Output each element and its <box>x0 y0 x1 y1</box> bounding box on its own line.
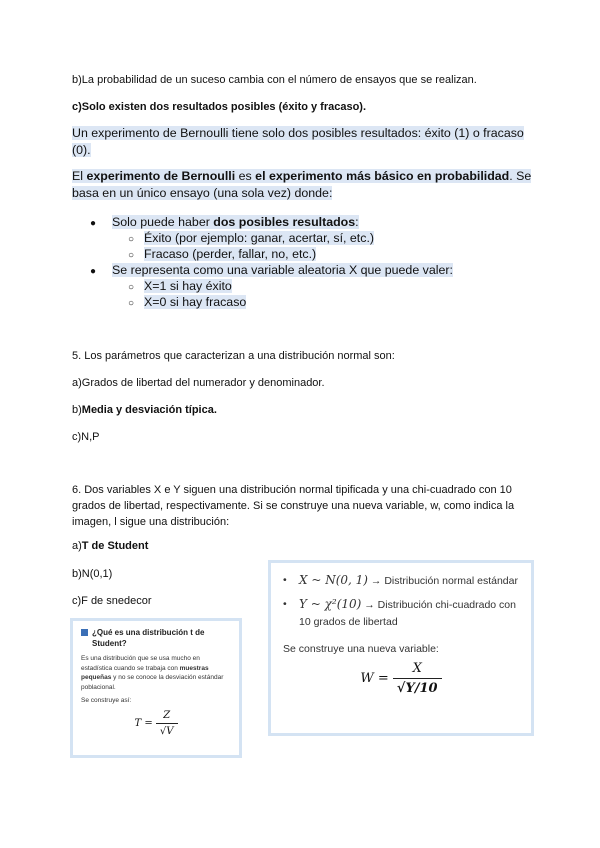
student-t-image <box>70 618 242 758</box>
construct-text: Se construye una nueva variable: <box>283 643 439 655</box>
student-formula-lhs: T <box>134 717 142 729</box>
line2-text: → Distribución chi-cuadrado con 10 grados de libertad <box>299 599 516 628</box>
student-card-text <box>81 654 231 692</box>
book-icon <box>81 629 88 636</box>
sub1-text: Éxito (por ejemplo: ganar, acertar, sí, etc.) <box>144 231 375 245</box>
circle-bullet-icon: ○ <box>128 282 135 293</box>
expl-a: El <box>72 169 87 183</box>
student-text-pre: Es una distribución que se usa mucho en estadística cuando se trabaja con <box>81 655 200 672</box>
expl-c: es <box>235 169 256 183</box>
line2-math: Y ~ χ²(10) <box>299 597 362 611</box>
bullet1-bold: dos posibles resultados <box>213 215 356 229</box>
bullet-dot-icon: ● <box>90 218 97 229</box>
bernoulli-explanation <box>72 168 532 202</box>
bullet-dot-icon: ● <box>90 266 97 277</box>
q6-option-b: b)N(0,1) <box>72 568 113 580</box>
bernoulli-summary <box>72 125 532 159</box>
formula-line-1 <box>283 572 519 590</box>
q5-question: 5. Los parámetros que caracterizan a una distribución normal son: <box>72 350 395 362</box>
circle-bullet-icon: ○ <box>128 234 135 245</box>
formula-line-2 <box>283 596 519 631</box>
q4-option-c: c)Solo existen dos resultados posibles (éxito y fracaso). <box>72 101 367 113</box>
bullet-dot-icon: • <box>283 598 287 610</box>
sub-bullet-x0 <box>128 294 246 312</box>
w-formula-lhs: W = <box>360 671 389 686</box>
student-formula-num: Z <box>163 709 171 721</box>
expl-d: el experimento más básico en probabilidad <box>255 169 510 183</box>
student-card-title: ¿Qué es una distribución t de Student? <box>92 628 205 648</box>
expl-e: . Se basa en un único ensayo (una sola vez) donde: <box>72 169 532 200</box>
q6-option-a <box>72 538 532 554</box>
bernoulli-summary-text: Un experimento de Bernoulli tiene solo dos posibles resultados: éxito (1) o fracaso (0). <box>72 126 524 157</box>
circle-bullet-icon: ○ <box>128 298 135 309</box>
student-card-header <box>81 627 231 649</box>
q5-option-c: c)N,P <box>72 431 100 443</box>
student-card-define: Se construye así: <box>81 697 132 704</box>
student-text-bold: muestras pequeñas <box>81 664 209 681</box>
bullet-dot-icon: • <box>283 574 287 586</box>
q6-question: 6. Dos variables X e Y siguen una distribución normal tipificada y una chi-cuadrado con 10 grados de libertad, respectivamente. Si se construye una nueva variable, w, como indica la imagen, l sigue una distribución: <box>72 484 515 528</box>
q6-option-c: c)F de snedecor <box>72 595 152 607</box>
q4-option-b: b)La probabilidad de un suceso cambia con el número de ensayos que se realizan. <box>72 74 477 86</box>
bullet1-pre: Solo puede haber <box>112 215 214 229</box>
bullet2-text: Se representa como una variable aleatoria X que puede valer: <box>112 263 453 277</box>
q5-option-b-prefix: b) <box>72 404 82 416</box>
q5-option-b <box>72 402 532 418</box>
w-formula-num: X <box>412 661 422 676</box>
student-formula-den: √V <box>156 723 178 737</box>
expl-b: experimento de Bernoulli <box>86 169 236 183</box>
bullet1-post: : <box>355 215 359 229</box>
w-formula <box>283 661 519 696</box>
circle-bullet-icon: ○ <box>128 250 135 261</box>
w-formula-den: √Y/10 <box>393 678 442 696</box>
sub4-text: X=0 si hay fracaso <box>144 295 247 309</box>
q6-option-a-bold: T de Student <box>81 540 149 552</box>
sub3-text: X=1 si hay éxito <box>144 279 232 293</box>
student-text-post: y no se conoce la desviación estándar poblacional. <box>81 674 224 691</box>
line1-math: X ~ N(0, 1) <box>299 573 368 587</box>
w-variable-image <box>268 560 534 736</box>
q5-option-b-bold: Media y desviación típica. <box>81 404 217 416</box>
q6-option-a-prefix: a) <box>72 540 82 552</box>
q5-option-a: a)Grados de libertad del numerador y denominador. <box>72 377 325 389</box>
sub2-text: Fracaso (perder, fallar, no, etc.) <box>144 247 317 261</box>
student-formula: T = $\frac{Z}{√V}$ <box>81 710 231 737</box>
line1-text: → Distribución normal estándar <box>368 575 518 587</box>
